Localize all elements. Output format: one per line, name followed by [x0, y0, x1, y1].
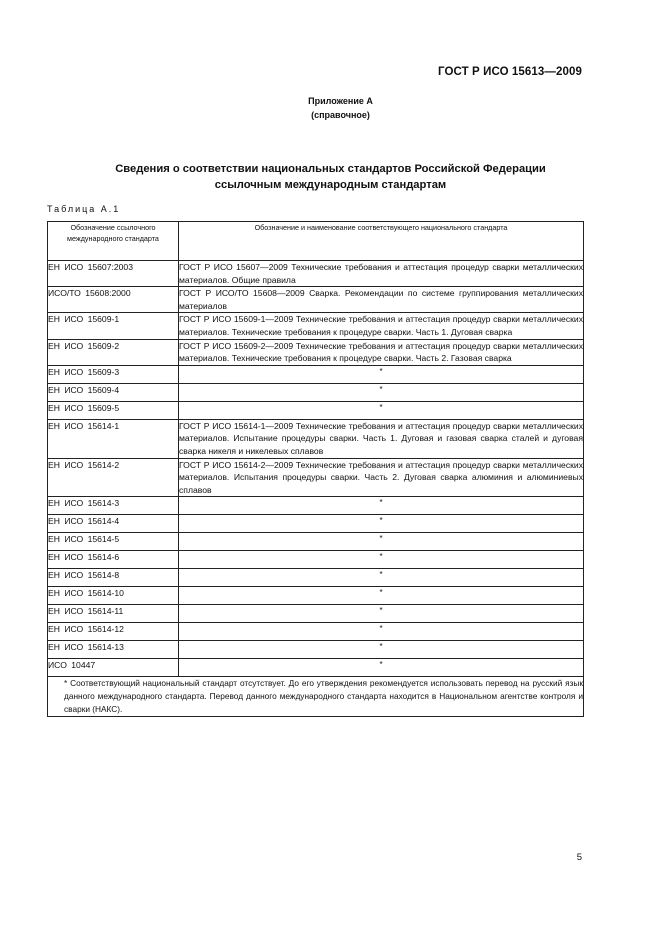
footnote-text: * Соответствующий национальный стандарт отсутствует. До его утверждения рекомендуется использовать перевод на русский язык данного международного стандарта. Перевод данного международного стандарта находится в Национальном агентстве контроля и сварки (НАКС). [64, 678, 583, 715]
national-standard-description: ГОСТ Р ИСО 15609-2—2009 Технические требования и аттестация процедур сварки металлических материалов. Технические требования к процедуре сварки. Часть 2. Газовая сварка [179, 339, 584, 365]
table-row [48, 383, 584, 401]
table-header-row [48, 222, 584, 261]
no-national-standard-mark: * [179, 383, 584, 401]
table-row [48, 551, 584, 569]
table-row [48, 659, 584, 677]
national-standard-description: ГОСТ Р ИСО 15607—2009 Технические требования и аттестация процедур сварки металлических материалов. Общие правила [179, 261, 584, 287]
table-row [48, 623, 584, 641]
international-standard-code: ЕН ИСО 15614-11 [48, 605, 179, 623]
header-international-standard: Обозначение ссылочного международного стандарта [48, 222, 179, 261]
table-footnote [48, 677, 584, 717]
no-national-standard-mark: * [179, 551, 584, 569]
national-standard-description: ГОСТ Р ИСО 15614-2—2009 Технические требования и аттестация процедур сварки металлических материалов. Испытания процедуры сварки. Часть 2. Дуговая сварка алюминия и алюминиевых сплавов [179, 458, 584, 497]
no-national-standard-mark: * [179, 365, 584, 383]
international-standard-code: ЕН ИСО 15614-2 [48, 458, 179, 497]
national-standard-description: ГОСТ Р ИСО 15614-1—2009 Технические требования и аттестация процедур сварки металлических материалов. Испытание процедуры сварки. Часть 1. Дуговая и газовая сварка сталей и дуговая сварка никеля и никелевых сплавов [179, 419, 584, 458]
table-row [48, 419, 584, 458]
international-standard-code: ЕН ИСО 15614-13 [48, 641, 179, 659]
table-row [48, 569, 584, 587]
appendix-block [0, 94, 661, 122]
document-id: ГОСТ Р ИСО 15613—2009 [437, 66, 582, 78]
international-standard-code: ЕН ИСО 15614-1 [48, 419, 179, 458]
table-body [48, 261, 584, 677]
no-national-standard-mark: * [179, 641, 584, 659]
international-standard-code: ЕН ИСО 15607:2003 [48, 261, 179, 287]
international-standard-code: ЕН ИСО 15609-4 [48, 383, 179, 401]
no-national-standard-mark: * [179, 659, 584, 677]
national-standard-description: ГОСТ Р ИСО 15609-1—2009 Технические требования и аттестация процедур сварки металлических материалов. Технические требования к процедуре сварки. Часть 1. Дуговая сварка [179, 313, 584, 339]
heading-line-2: ссылочным международным стандартам [214, 179, 447, 191]
table-row [48, 458, 584, 497]
table-row [48, 641, 584, 659]
table-row [48, 401, 584, 419]
page-number: 5 [576, 852, 582, 863]
international-standard-code: ЕН ИСО 15614-12 [48, 623, 179, 641]
table-row [48, 533, 584, 551]
international-standard-code: ЕН ИСО 15609-1 [48, 313, 179, 339]
international-standard-code: ИСО 10447 [48, 659, 179, 677]
table-row [48, 515, 584, 533]
no-national-standard-mark: * [179, 401, 584, 419]
no-national-standard-mark: * [179, 605, 584, 623]
table-row [48, 339, 584, 365]
table-row [48, 497, 584, 515]
table-row [48, 587, 584, 605]
no-national-standard-mark: * [179, 533, 584, 551]
international-standard-code: ЕН ИСО 15609-3 [48, 365, 179, 383]
footnote-row [48, 677, 584, 717]
international-standard-code: ЕН ИСО 15614-5 [48, 533, 179, 551]
international-standard-code: ИСО/ТО 15608:2000 [48, 287, 179, 313]
table-row [48, 605, 584, 623]
no-national-standard-mark: * [179, 569, 584, 587]
international-standard-code: ЕН ИСО 15609-5 [48, 401, 179, 419]
no-national-standard-mark: * [179, 497, 584, 515]
international-standard-code: ЕН ИСО 15614-3 [48, 497, 179, 515]
table-row [48, 261, 584, 287]
appendix-title: Приложение А [308, 96, 373, 106]
heading-line-1: Сведения о соответствии национальных стандартов Российской Федерации [115, 163, 546, 175]
appendix-note: (справочное) [311, 110, 370, 120]
table-row [48, 287, 584, 313]
international-standard-code: ЕН ИСО 15609-2 [48, 339, 179, 365]
international-standard-code: ЕН ИСО 15614-6 [48, 551, 179, 569]
international-standard-code: ЕН ИСО 15614-10 [48, 587, 179, 605]
international-standard-code: ЕН ИСО 15614-4 [48, 515, 179, 533]
national-standard-description: ГОСТ Р ИСО/ТО 15608—2009 Сварка. Рекомендации по системе группирования металлических материалов [179, 287, 584, 313]
standards-table [47, 221, 584, 717]
table-row [48, 365, 584, 383]
table-label: Таблица А.1 [47, 204, 121, 214]
no-national-standard-mark: * [179, 515, 584, 533]
header-national-standard: Обозначение и наименование соответствующего национального стандарта [179, 222, 584, 261]
no-national-standard-mark: * [179, 587, 584, 605]
no-national-standard-mark: * [179, 623, 584, 641]
section-heading [0, 161, 661, 193]
table-row [48, 313, 584, 339]
international-standard-code: ЕН ИСО 15614-8 [48, 569, 179, 587]
